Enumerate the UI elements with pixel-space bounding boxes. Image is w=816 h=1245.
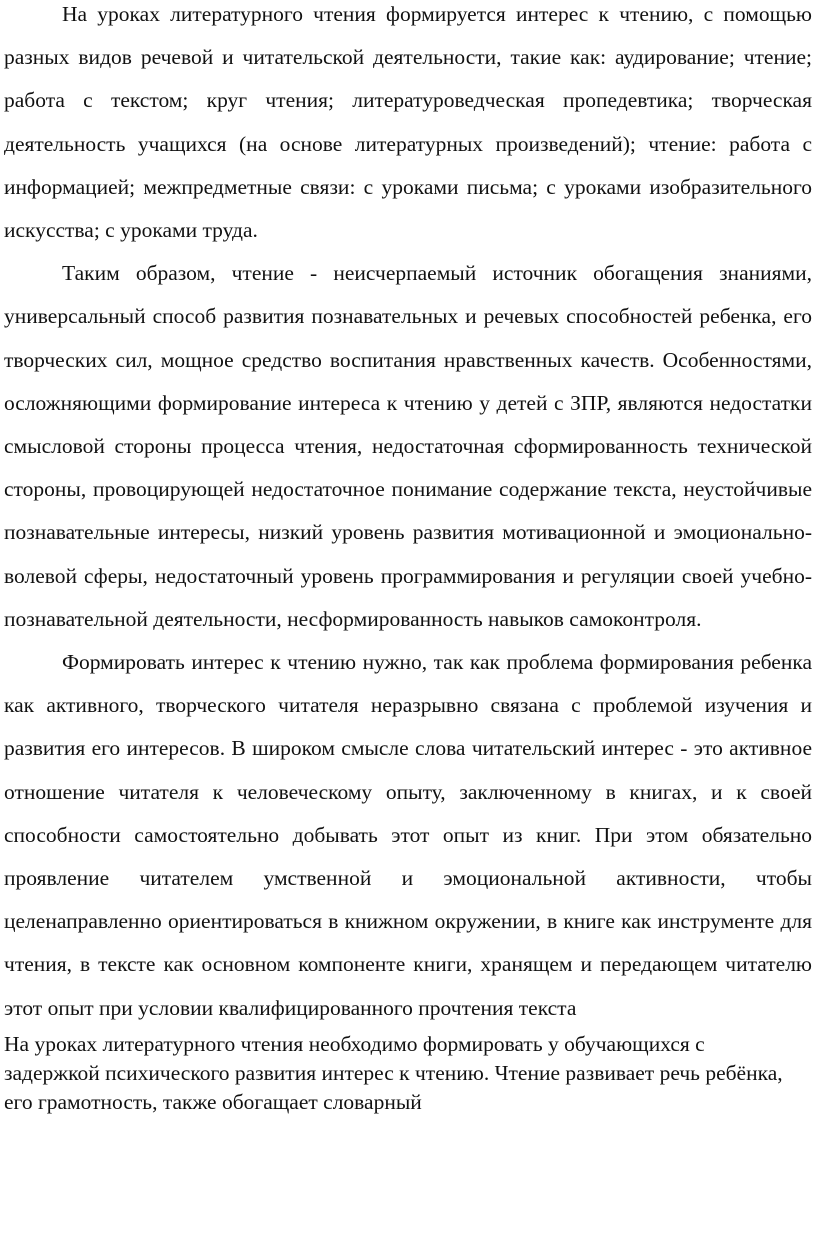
paragraph-reading-activities: На уроках литературного чтения формируется интерес к чтению, с помощью разных видов речевой и читательской деятельности, такие как: аудирование; чтение; работа с текстом; круг чтения; литературоведческая пропедевтика; творческая деятельность учащихся (на основе литературных произведений); чтение: работа с информацией; межпредметные связи: с уроками письма; с уроками изобразительного искусства; с уроками труда. <box>4 2 812 243</box>
paragraph-reader-interest: Формировать интерес к чтению нужно, так как проблема формирования ребенка как активного, творческого читателя неразрывно связана с проблемой изучения и развития его интересов. В широком смысле слова читательский интерес - это активное отношение читателя к человеческому опыту, заключенному в книгах, и к своей способности самостоятельно добывать этот опыт из книг. При этом обязательно проявление читателем умственной и эмоциональной активности, чтобы целенаправленно ориентироваться в книжном окружении, в книге как инструменте для чтения, в тексте как основном компоненте книги, хранящем и передающем читателю этот опыт при условии квалифицированного прочтения текста <box>4 650 812 1020</box>
paragraph-lesson-goal: На уроках литературного чтения необходимо формировать у обучающихся с задержкой психического развития интерес к чтению. Чтение развивает речь ребёнка, его грамотность, также обогащает словарный <box>4 1031 783 1114</box>
paragraph-reading-source: Таким образом, чтение - неисчерпаемый источник обогащения знаниями, универсальный способ развития познавательных и речевых способностей ребенка, его творческих сил, мощное средство воспитания нравственных качеств. Особенностями, осложняющими формирование интереса к чтению у детей с ЗПР, являются недостатки смысловой стороны процесса чтения, недостаточная сформированность технической стороны, провоцирующей недостаточное понимание содержание текста, неустойчивые познавательные интересы, низкий уровень развития мотивационной и эмоционально-волевой сферы, недостаточный уровень программирования и регуляции своей учебно-познавательной деятельности, несформированность навыков самоконтроля. <box>4 261 812 631</box>
